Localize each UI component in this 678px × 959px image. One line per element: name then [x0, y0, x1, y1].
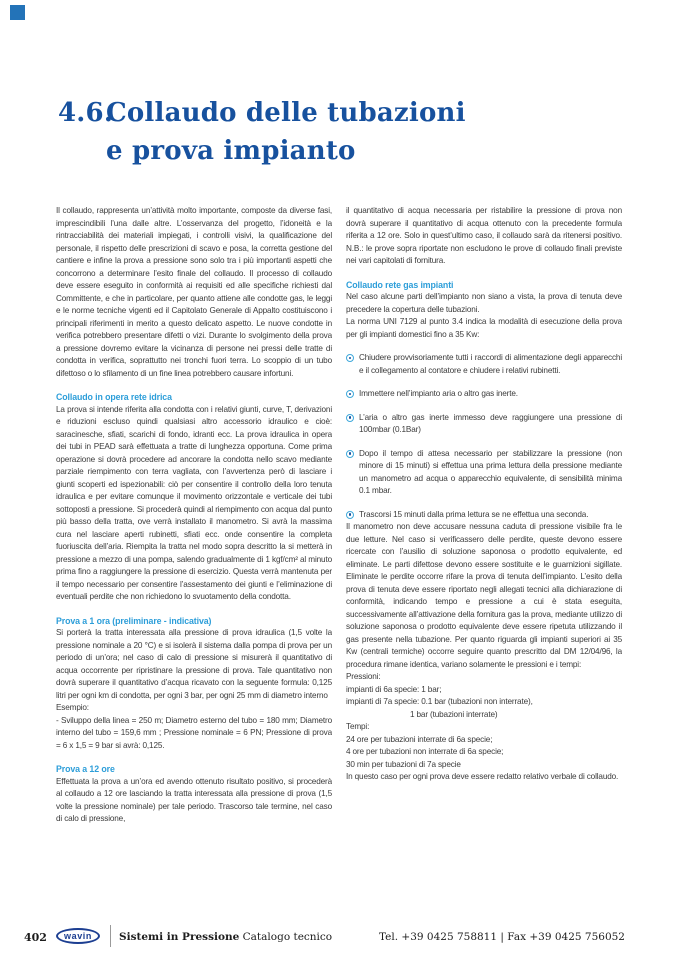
- section-title-lines: [106, 94, 466, 170]
- footer-divider: [110, 925, 111, 947]
- bullet-item: [346, 412, 622, 437]
- page-footer: [0, 922, 678, 952]
- left-column: [56, 205, 332, 919]
- bullet-dot: [349, 452, 352, 455]
- bullet-dot: [349, 357, 352, 360]
- esempio-label: Esempio:: [56, 703, 89, 712]
- section-title: [58, 94, 466, 170]
- bullet-item: [346, 388, 622, 401]
- heading-collaudo-rete-gas: Collaudo rete gas impianti: [346, 279, 454, 290]
- tempi-line: 30 min per tubazioni di 7a specie: [346, 759, 461, 769]
- bullet-text: Dopo il tempo di attesa necessario per stabilizzare la pressione (non minore di 15 minuti) si effettua una prima lettura della pressione mediante un manometro ad acqua o apparecchio equivalente, di sensibilità minima 0.1 mbar.: [359, 448, 622, 495]
- bullet-dot: [349, 513, 352, 516]
- text-columns: [56, 205, 622, 919]
- catalog-series-title: [119, 931, 332, 943]
- paragraph-rete-idrica: La prova si intende riferita alla condotta con i relativi giunti, curve, T, derivazioni e riduzioni escluso quindi qualsiasi altro accessorio idraulico e cioè: saracinesche, sfiati, scarichi di fondo, idranti ecc. La prova idraulica in opera dei tubi in PEAD sarà effettuata a tratte di lunghezza opportuna. Come prima operazione si dovrà procedere ad ancorare la condotta nello scavo mediante parziale riempimento con terra vagliata, con l’avvertenza però di lasciare i giunti scoperti ed ispezionabili: ciò per consentire il controllo della loro tenuta idraulica e per evitare comunque il movimento orizzontale e verticale dei tubi sottoposti a pressione. Si procederà quindi al riempimento con acqua dal punto più basso della tratta, ove verrà installato il manometro. Si avrà la massima cura nel lasciare aperti rubinetti, sfiati ecc. onde consentire la completa fuoriuscita dell’aria. Riempita la tratta nel modo sopra descritto la si metterà in pressione a mezzo di una pompa, salendo gradualmente di 1 kgf/cm² al minuto prima fino a raggiungere la pressione di esercizio. Questa verrà mantenuta per il tempo necessario per consentire l’assestamento dei giunti e l’eliminazione di eventuali perdite che non richiedono lo svuotamento della condotta.: [56, 404, 332, 601]
- bullet-dot: [349, 393, 352, 396]
- series-title-bold: Sistemi in Pressione: [119, 931, 240, 943]
- tempi-line: 4 ore per tubazioni non interrate di 6a specie;: [346, 747, 504, 756]
- paragraph-intro: Il collaudo, rappresenta un’attività molto importante, composte da diverse fasi, imprescindibili l’una dalle altre. L’osservanza del progetto, l’idoneità e la rintracciabilità dei materiali impiegati, i controlli visivi, la qualificazione del personale, il rispetto delle prescrizioni di scavo e posa, la corretta gestione del cantiere e infine la prova a pressione sono solo tra i più importanti aspetti che concorrono a determinare l’esito finale del collaudo. Il processo di collaudo deve essere eseguito in conformità ai requisiti ed alle specifiche richiesti dal Committente, e che in particolare, per quanto attiene alle condotte gas, le leggi e le norme tecniche vigenti ed il Capitolato Generale di Appalto costituiscono i principali riferimenti in merito a questo delicato aspetto. Le nuove condotte in verifica potrebbero presentare difetti o vizi. Durante lo svolgimento della prova a pressione dovremo evitare la vicinanza di persone nei pressi delle tratte di condotta in verifica, soprattutto nei tronchi fuori terra. Lo scoppio di un tubo difettoso o lo sfilamento di un fine linea potrebbero causare infortuni.: [56, 206, 332, 378]
- bullet-item: [346, 448, 622, 498]
- tempi-label: Tempi:: [346, 722, 370, 731]
- wavin-logo-text: wavin: [63, 930, 92, 941]
- pressioni-label: Pressioni:: [346, 672, 381, 681]
- bullet-dot: [349, 416, 352, 419]
- target-bullet-icon: [346, 511, 354, 519]
- section-title-line2: e prova impianto: [106, 136, 356, 166]
- footer-contact: Tel. +39 0425 758811 | Fax +39 0425 756052: [378, 931, 625, 943]
- pressioni-line: impianti di 7a specie: 0.1 bar (tubazioni non interrate),: [346, 697, 533, 706]
- bullet-item: [346, 352, 622, 377]
- bullet-text: L’aria o altro gas inerte immesso deve raggiungere una pressione di 100mbar (0.1Bar): [359, 412, 622, 434]
- target-bullet-icon: [346, 354, 354, 362]
- bullet-text: Trascorsi 15 minuti dalla prima lettura se ne effettua una seconda.: [359, 509, 589, 519]
- paragraph-prova-12-ore: Effettuata la prova a un’ora ed avendo ottenuto risultato positivo, si procederà al collaudo a 12 ore lasciando la tratta interessata alla pressione di prova (1,5 volte la pressione nominale) per tale periodo. Trascorso tale termine, nel caso di calo di pressione,: [56, 776, 332, 823]
- paragraph-final: In questo caso per ogni prova deve essere redatto relativo verbale di collaudo.: [346, 772, 619, 781]
- heading-collaudo-rete-idrica: Collaudo in opera rete idrica: [56, 392, 172, 402]
- series-title-regular: Catalogo tecnico: [242, 931, 333, 943]
- paragraph-gas-norma: La norma UNI 7129 al punto 3.4 indica la modalità di esecuzione della prova per gli impianti domestici fino a 35 Kw:: [346, 317, 622, 339]
- tempi-line: 24 ore per tubazioni interrate di 6a specie;: [346, 734, 493, 744]
- bullet-item: [346, 509, 622, 522]
- page-number: 402: [24, 931, 47, 944]
- pressioni-line: impianti di 6a specie: 1 bar;: [346, 684, 442, 694]
- heading-prova-12-ore: Prova a 12 ore: [56, 764, 115, 774]
- wavin-logo: [56, 928, 100, 944]
- bullet-text: Immettere nell’impianto aria o altro gas inerte.: [359, 389, 518, 398]
- target-bullet-icon: [346, 414, 354, 422]
- target-bullet-icon: [346, 390, 354, 398]
- heading-prova-1-ora: Prova a 1 ora (preliminare - indicativa): [56, 615, 212, 626]
- section-number: 4.6.: [58, 98, 114, 128]
- right-column: [346, 205, 622, 919]
- section-title-line1: Collaudo delle tubazioni: [106, 98, 466, 128]
- paragraph-gas-1: Nel caso alcune parti dell’impianto non siano a vista, la prova di tenuta deve precedere la copertura delle tubazioni.: [346, 292, 622, 314]
- paragraph-esempio: - Sviluppo della linea = 250 m; Diametro esterno del tubo = 180 mm; Diametro interno del tubo = 159,6 mm ; Pressione nominale = 6 PN; Pressione di prova = 6 x 1,5 = 9 bar si avrà: 0,125.: [56, 715, 332, 750]
- target-bullet-icon: [346, 450, 354, 458]
- corner-marker-square: [10, 5, 25, 20]
- bullet-text: Chiudere provvisoriamente tutti i raccordi di alimentazione degli apparecchi e il collegamento al contatore e chiudere i relativi rubinetti.: [359, 353, 622, 375]
- paragraph-manometro: Il manometro non deve accusare nessuna caduta di pressione visibile fra le due letture. Nel caso si verificassero delle perdite, queste devono essere ricercate con l’ausilio di soluzione saponosa o prodotto equivalente, ed eliminate. Le parti difettose devono essere sostituite e le guarnizioni sigillate. Eliminate le perdite occorre rifare la prova di tenuta dell’impianto. L’esito della prova di tenuta deve essere riportato negli allegati tecnici alla dichiarazione di conformità, indicando tempo e pressione a cui è stata eseguita, successivamente all’attivazione della fornitura gas la prova, mediante utilizzo di soluzione saponosa o prodotto equivalente deve essere ripetuta utilizzando il gas presente nella tubazione. Per quanto riguarda gli impianti superiori ai 35 Kw (centrali termiche) occorre seguire quanto prescritto dal DM 12/04/96, la procedura rimane identica, variano solamente le pressioni e i tempi:: [346, 522, 622, 669]
- pressioni-line-indented: 1 bar (tubazioni interrate): [410, 709, 498, 719]
- paragraph-continuation: il quantitativo di acqua necessaria per ristabilire la pressione di prova non dovrà superare il quantitativo di acqua ottenuto con la precedente formula riferita a 12 ore. Solo in quest’ultimo caso, il collaudo sarà da ritenersi positivo. N.B.: le prove sopra riportate non escludono le prove di collaudo finali previste nei vari capitolati di fornitura.: [346, 206, 622, 265]
- paragraph-prova-1-ora: Si porterà la tratta interessata alla pressione di prova idraulica (1,5 volte la pressione nominale a 20 °C) e si isolerà il sistema dalla pompa di prova per un periodo di un’ora; nel caso di calo di pressione si misurerà il quantitativo di acqua occorrente per ripristinare la pressione di prova. Tale quantitativo non dovrà superare il quantitativo d’acqua ricavato con la seguente formula: 0,125 litri per ogni km di condotta, per ogni 3 bar, per ogni 25 mm di diametro interno: [56, 628, 332, 700]
